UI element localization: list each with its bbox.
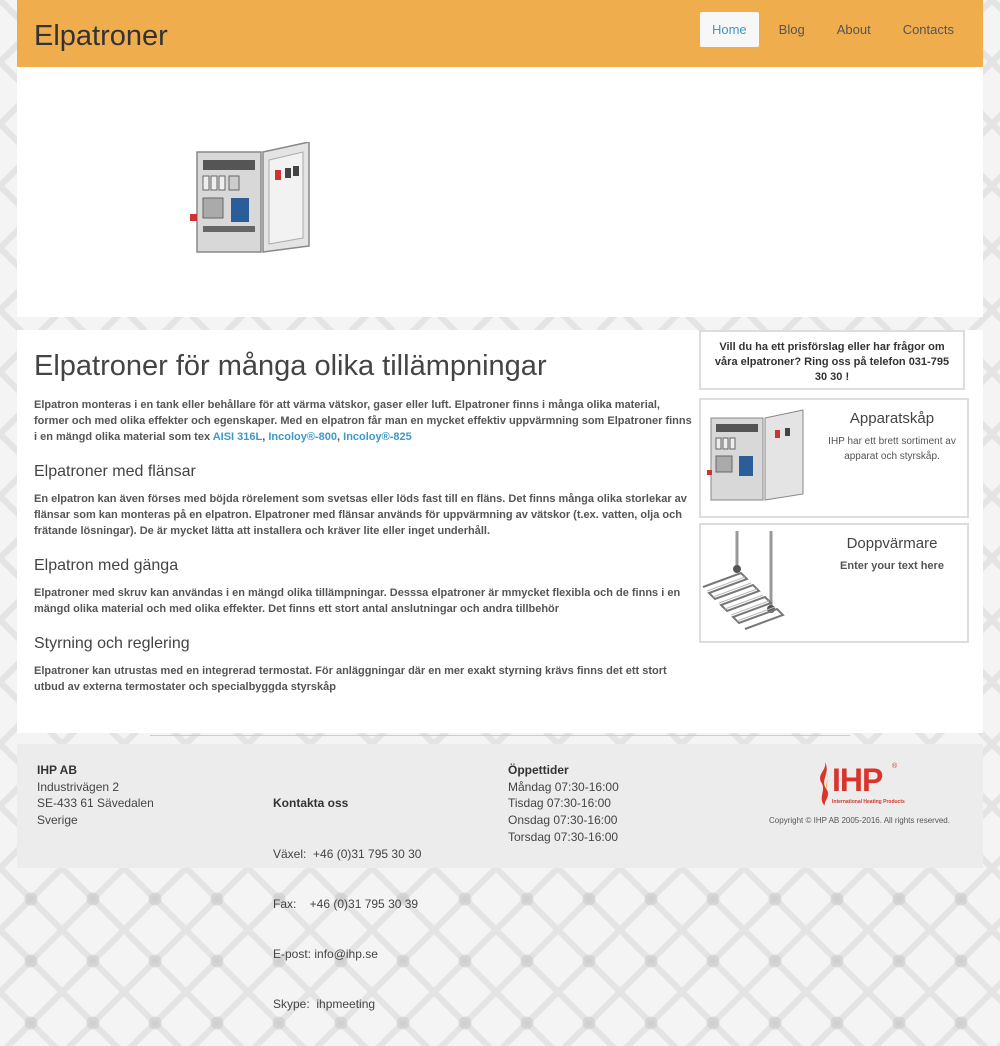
section-text-styrning: Elpatroner kan utrustas med en integrerad termostat. För anläggningar där en mer exakt styrning krävs finns det ett stort utbud av externa termostater och specialbyggda styrskåp [34,665,667,693]
intro-paragraph: Elpatron monteras i en tank eller behållare för att värma vätskor, gaser eller luft. Elpatroner finns i många olika material, former och med olika effekter och egenskaper. Med en elpatron får man en mycket effektiv uppvärmning som Elpatroner finns i en mängd olika material som tex AISI 316L, Incoloy®-800, Incoloy®-825 [34,399,692,443]
main-nav [692,12,966,47]
nav-blog[interactable]: Blog [778,22,805,37]
copyright: Copyright © IHP AB 2005-2016. All rights reserved. [769,816,950,825]
section-heading-flansar: Elpatroner med flänsar [34,463,196,480]
link-aisi-316l[interactable]: AISI 316L [212,431,263,443]
card-title-apparatskap[interactable]: Apparatskåp [849,410,935,427]
footer-divider [150,735,850,736]
footer-hours-line: Måndag 07:30-16:00 [508,779,619,794]
card-doppvarmare[interactable] [699,523,969,643]
immersion-heater-thumbnail [701,531,811,635]
page-title: Elpatroner för många olika tillämpningar [34,350,547,382]
link-incoloy-825[interactable]: Incoloy®-825 [343,431,412,443]
footer-address-line: Sverige [37,813,78,828]
logo-tagline: International Heating Products [832,799,905,805]
registered-mark: ® [892,763,898,770]
footer-fax: Fax: +46 (0)31 795 30 39 [273,896,419,911]
hero-banner [17,67,983,317]
section-text-flansar: En elpatron kan även förses med böjda rörelement som svetsas eller löds fast till en fläns. Det finns många olika storlekar av flänsar som kan monteras på en elpatron. Elpatroner med flänsar används för uppvärmning av vätskor (t.ex. vatten, olja och frätande lösningar). De är mycket lätta att installera och kräver lite eller inget underhåll. [34,493,687,537]
section-heading-ganga: Elpatron med gänga [34,557,179,574]
footer-email[interactable]: E-post: info@ihp.se [273,946,378,961]
site-brand[interactable]: Elpatroner [34,20,168,52]
footer-address-line: Industrivägen 2 [37,779,120,794]
cabinet-thumbnail [707,408,807,508]
main-content [17,330,695,733]
section-heading-styrning: Styrning och reglering [34,635,190,652]
section-text-ganga: Elpatroner med skruv kan användas i en mängd olika tillämpningar. Desssa elpatroner är mmycket flexibla och de finns i en mängd olika material och med olika effekter. Det finns ett stort antal anslutningar och andra tillbehör [34,587,681,615]
footer-hours [508,762,619,846]
intro-text: Elpatron monteras i en tank eller behållare för att värma vätskor, gaser eller luft. Elpatroner finns i många olika material, former och med olika effekter och egenskaper. Med en elpatron får man en mycket effektiv uppvärmning som Elpatroner finns i en mängd olika material som tex [34,399,692,443]
footer-company-name: IHP AB [37,763,78,777]
footer-contact [273,762,421,1046]
nav-contacts[interactable]: Contacts [902,22,954,37]
footer-hours-heading: Öppettider [508,763,569,777]
card-apparatskap[interactable] [699,398,969,518]
flame-icon [817,762,833,806]
sidebar [695,330,983,733]
link-incoloy-800[interactable]: Incoloy®-800 [268,431,338,443]
footer-phone[interactable]: Växel: +46 (0)31 795 30 30 [273,846,422,861]
site-header [17,0,983,67]
footer-skype[interactable]: Skype: ihpmeeting [273,996,376,1011]
nav-home[interactable]: Home [700,12,759,47]
footer-address-line: SE-433 61 Sävedalen [37,796,154,811]
ihp-logo[interactable] [817,762,905,810]
footer-hours-line: Torsdag 07:30-16:00 [508,829,619,844]
card-text-apparatskap: IHP har ett brett sortiment av apparat och styrskåp. [828,436,956,462]
footer-hours-line: Tisdag 07:30-16:00 [508,796,611,811]
contact-callout: Vill du ha ett prisförslag eller har frågor om våra elpatroner? Ring oss på telefon 031-795 30 30 ! [699,330,965,390]
site-footer [17,744,983,1011]
footer-contact-heading: Kontakta oss [273,796,349,811]
footer-company [37,762,154,829]
card-text-doppvarmare: Enter your text here [840,560,944,572]
control-cabinet-image [189,142,319,267]
logo-text: IHP [832,762,883,798]
footer-hours-line: Onsdag 07:30-16:00 [508,813,618,828]
card-title-doppvarmare[interactable]: Doppvärmare [846,535,938,552]
nav-about[interactable]: About [836,22,871,37]
